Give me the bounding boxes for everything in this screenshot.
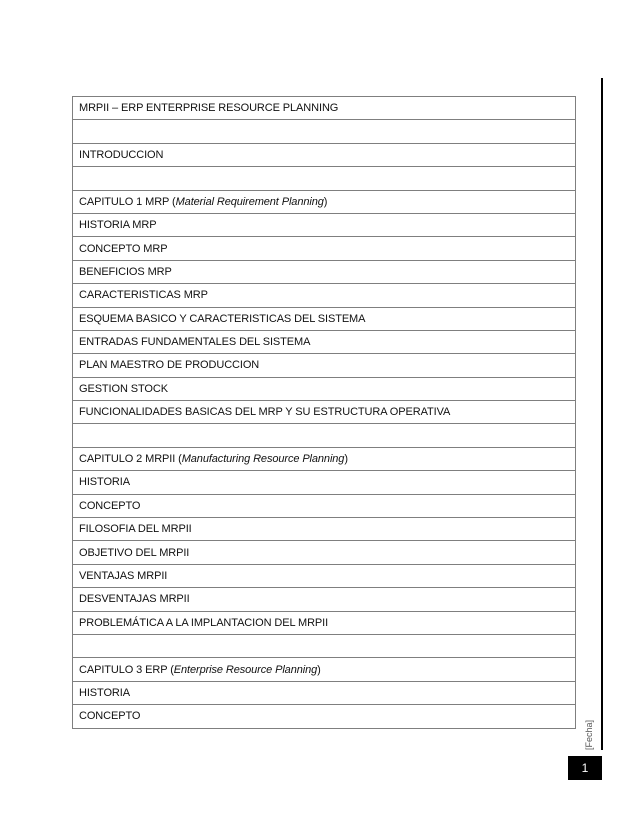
toc-entry-subtitle: Manufacturing Resource Planning [181,453,345,466]
toc-cell [73,447,576,470]
toc-entry-text: PROBLEMÁTICA A LA IMPLANTACION DEL MRPII [79,616,329,629]
toc-entry-suffix: ) [344,453,348,466]
toc-cell [73,97,576,120]
toc-cell [73,143,576,166]
toc-entry-text: CONCEPTO MRP [79,242,168,255]
toc-cell [73,494,576,517]
toc-row [73,447,576,470]
toc-entry-text: OBJETIVO DEL MRPII [79,546,190,559]
toc-row [73,588,576,611]
toc-row [73,658,576,681]
toc-row [73,260,576,283]
toc-cell [73,307,576,330]
toc-cell [73,611,576,634]
toc-entry-text: HISTORIA MRP [79,219,157,232]
toc-cell [73,658,576,681]
toc-cell [73,681,576,704]
toc-cell [73,330,576,353]
toc-entry-suffix: ) [323,195,328,208]
toc-row [73,120,576,143]
toc-entry-text: DESVENTAJAS MRPII [79,593,190,606]
toc-row [73,541,576,564]
toc-row [73,213,576,236]
toc-entry-suffix: ) [317,663,321,676]
toc-entry-text: ENTRADAS FUNDAMENTALES DEL SISTEMA [79,336,311,349]
toc-entry-text: CONCEPTO [79,499,141,512]
toc-entry-text: CARACTERISTICAS MRP [79,289,208,302]
toc-entry-text: FILOSOFIA DEL MRPII [79,523,192,536]
toc-cell [73,705,576,728]
toc-cell [73,167,576,190]
toc-row [73,634,576,657]
toc-cell [73,541,576,564]
toc-row [73,494,576,517]
sidebar-divider [601,78,603,750]
toc-cell [73,190,576,213]
toc-entry-text: CONCEPTO [79,710,141,723]
toc-row [73,424,576,447]
toc-cell [73,564,576,587]
table-of-contents [72,96,576,729]
toc-entry-text: VENTAJAS MRPII [79,570,168,582]
toc-row [73,611,576,634]
toc-entry-text: HISTORIA [79,686,130,699]
toc-cell [73,120,576,143]
toc-row [73,190,576,213]
toc-cell [73,213,576,236]
toc-row [73,681,576,704]
toc-entry-text: INTRODUCCION [79,148,164,161]
toc-row [73,284,576,307]
toc-row [73,143,576,166]
toc-cell [73,354,576,377]
toc-cell [73,237,576,260]
toc-entry-text: CAPITULO 2 MRPII ( [79,453,182,466]
toc-entry-subtitle: Material Requirement Planning [175,195,324,208]
toc-cell [73,518,576,541]
toc-entry-text: MRPII – ERP ENTERPRISE RESOURCE PLANNING [79,102,339,115]
toc-row [73,97,576,120]
toc-entry-text: PLAN MAESTRO DE PRODUCCION [79,359,260,372]
toc-entry-subtitle: Enterprise Resource Planning [173,663,318,676]
toc-row [73,518,576,541]
toc-cell [73,424,576,447]
toc-cell [73,471,576,494]
toc-entry-text: FUNCIONALIDADES BASICAS DEL MRP Y SU ESTRUCTURA OPERATIVA [79,406,451,419]
toc-cell [73,377,576,400]
toc-row [73,237,576,260]
toc-row [73,167,576,190]
toc-cell [73,634,576,657]
toc-row [73,471,576,494]
date-placeholder[interactable]: [Fecha] [584,719,594,750]
toc-row [73,564,576,587]
toc-entry-text: CAPITULO 3 ERP ( [79,663,174,676]
toc-cell [73,284,576,307]
toc-cell [73,260,576,283]
toc-row [73,307,576,330]
page-number-badge: 1 [568,756,602,780]
toc-row [73,401,576,424]
toc-entry-text: ESQUEMA BASICO Y CARACTERISTICAS DEL SISTEMA [79,312,366,325]
toc-row [73,354,576,377]
toc-cell [73,588,576,611]
toc-row [73,330,576,353]
toc-entry-text: HISTORIA [79,476,130,489]
toc-cell [73,401,576,424]
toc-row [73,705,576,728]
toc-row [73,377,576,400]
toc-body [73,97,576,729]
toc-entry-text: BENEFICIOS MRP [79,265,172,278]
toc-entry-text: GESTION STOCK [79,382,168,395]
toc-entry-text: CAPITULO 1 MRP ( [79,195,176,208]
